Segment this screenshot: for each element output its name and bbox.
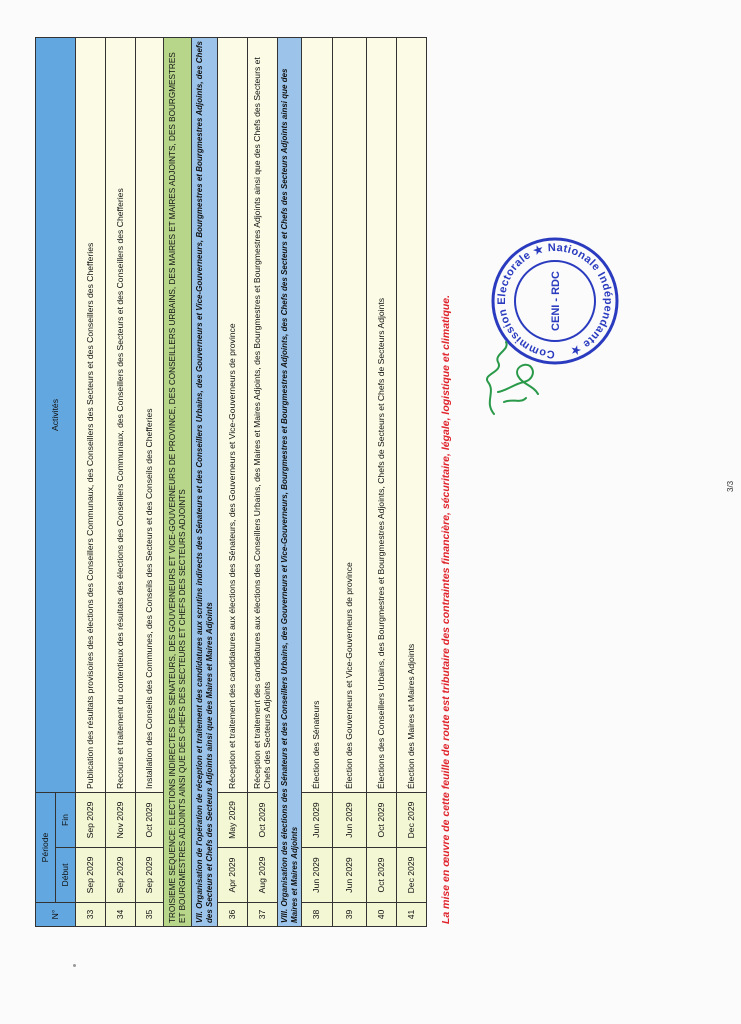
row-number: 38 — [302, 903, 333, 927]
row-activity: Élection des Gouverneurs et Vice-Gouverneurs de province — [333, 38, 367, 793]
table-row — [302, 38, 333, 927]
row-end: Oct 2029 — [367, 793, 397, 848]
row-start: Apr 2029 — [218, 848, 248, 903]
header-no: N° — [36, 903, 76, 927]
scan-speck — [73, 964, 76, 967]
table-row — [367, 38, 397, 927]
table-row — [248, 38, 278, 927]
stamp-ring-text: Commission Electorale ★ Nationale Indépendante ★ — [495, 241, 615, 361]
row-number: 39 — [333, 903, 367, 927]
constraints-note: La mise en œuvre de cette feuille de route est tributaire des contraintes financière, sécuritaire, légale, logistique et climatique. — [440, 294, 452, 924]
row-number: 33 — [76, 903, 106, 927]
table-row — [397, 38, 427, 927]
row-activity: Réception et traitement des candidatures aux élections des Sénateurs, des Gouverneurs et Vice-Gouverneurs de province — [218, 38, 248, 793]
row-start: Jun 2029 — [302, 848, 333, 903]
table-row — [106, 38, 136, 927]
row-number: 35 — [136, 903, 164, 927]
row-start: Oct 2029 — [367, 848, 397, 903]
row-end: Nov 2029 — [106, 793, 136, 848]
row-activity: Réception et traitement des candidatures aux élections des Conseillers Urbains, des Maires et Maires Adjoints, des Bourgmestres et Bourgmestres Adjoints ainsi que des Chefs des Secteurs et Chefs des Secteurs Adjoints — [248, 38, 278, 793]
section-vii-heading: VII. Organisation de l'opération de réception et traitement des candidatures aux scrutins indirects des Sénateurs et des Conseillers Urbains, des Gouverneurs et Vice-Gouverneurs, Bourgmestres et Bourgmestres Adjoints, des Chefs des Secteurs et Chefs des Secteurs Adjoints ainsi que des Maires et Maires Adjoints — [192, 38, 218, 927]
row-end: Oct 2029 — [248, 793, 278, 848]
row-number: 34 — [106, 903, 136, 927]
row-activity: Recours et traitement du contentieux des résultats des élections des Conseillers Communaux, des Conseillers des Secteurs et des Conseillers des Chefferies — [106, 38, 136, 793]
row-end: Dec 2029 — [397, 793, 427, 848]
table-row — [218, 38, 248, 927]
row-number: 36 — [218, 903, 248, 927]
row-start: Sep 2029 — [136, 848, 164, 903]
row-activity: Élections des Conseillers Urbains, des Bourgmestres et Bourgmestres Adjoints, Chefs de Secteurs et Chefs de Secteurs Adjoints — [367, 38, 397, 793]
header-debut: Début — [56, 848, 76, 903]
section-viii-heading: VIII. Organisation des élections des Sénateurs et des Conseillers Urbains, des Gouverneurs et Vice-Gouverneurs, Bourgmestres et Bourgmestres Adjoints, des Chefs des Secteurs et Chefs des Secteurs Adjoints ainsi que des Maires et Maires Adjoints — [278, 38, 302, 927]
row-start: Dec 2029 — [397, 848, 427, 903]
header-fin: Fin — [56, 793, 76, 848]
header-periode: Période — [36, 793, 56, 903]
sequence-row — [164, 38, 192, 927]
row-start: Aug 2029 — [248, 848, 278, 903]
row-start: Jun 2029 — [333, 848, 367, 903]
section-row — [278, 38, 302, 927]
section-row — [192, 38, 218, 927]
row-number: 37 — [248, 903, 278, 927]
header-activites: Activités — [36, 38, 76, 793]
row-end: Jun 2029 — [333, 793, 367, 848]
roadmap-table — [35, 37, 427, 927]
roadmap-table-rotated — [35, 37, 420, 927]
page-number: 3/3 — [726, 480, 735, 492]
row-start: Sep 2029 — [76, 848, 106, 903]
row-activity: Installation des Conseils des Communes, des Conseils des Secteurs et des Conseils des Chefferies — [136, 38, 164, 793]
table-row — [76, 38, 106, 927]
row-number: 41 — [397, 903, 427, 927]
row-end: Jun 2029 — [302, 793, 333, 848]
sequence-heading: TROISIEME SEQUENCE: ELECTIONS INDIRECTES DES SENATEURS, DES GOUVERNEURS ET VICE-GOUVERNEURS DE PROVINCE, DES CONSEILLERS URBAINS, DES MAIRES ET MAIRES ADJOINTS, DES BOURGMESTRES ET BOURGMESTRES ADJOINTS AINSI QUE DES CHEFS DES SECTEURS ET CHEFS DES SECTEURS ADJOINTS — [164, 38, 192, 927]
table-row — [333, 38, 367, 927]
row-end: Sep 2029 — [76, 793, 106, 848]
constraints-note-wrapper — [440, 164, 456, 924]
row-end: Oct 2029 — [136, 793, 164, 848]
signature-icon — [474, 332, 544, 422]
table-row — [136, 38, 164, 927]
row-activity: Élection des Maires et Maires Adjoints — [397, 38, 427, 793]
row-start: Sep 2029 — [106, 848, 136, 903]
row-activity: Élection des Sénateurs — [302, 38, 333, 793]
row-end: May 2029 — [218, 793, 248, 848]
stamp-center-text: CENI - RDC — [550, 271, 562, 331]
row-number: 40 — [367, 903, 397, 927]
page-number-wrapper — [726, 472, 740, 492]
row-activity: Publication des résultats provisoires des élections des Conseillers Communaux, des Conseillers des Secteurs et des Conseillers des Chefferies — [76, 38, 106, 793]
